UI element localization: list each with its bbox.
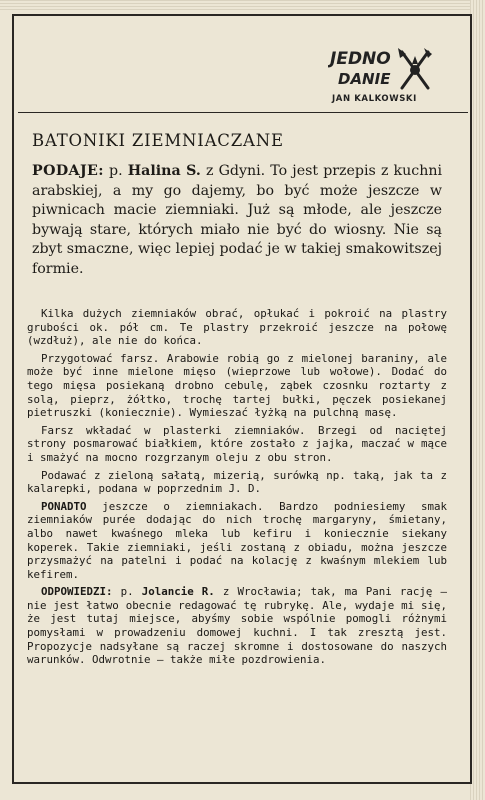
logo-word-bottom: DANIE bbox=[338, 70, 391, 88]
paragraph-2: Przygotować farsz. Arabowie robią go z mielonej baraniny, ale może być inne mielone mięso (wieprzowe lub wołowe). Dodać do tego mięsa posiekaną drobno cebulę, ząbek czosnku roztarty z solą, pieprz, żółtko, trochę tartej bułki, pęczek posiekanej pietruszki (koniecznie). Wymieszać łyżką na pulchną masę. bbox=[27, 351, 447, 420]
odpowiedzi-prefix: p. bbox=[120, 585, 134, 599]
right-hatching bbox=[470, 0, 485, 800]
ponadto-text: jeszcze o ziemniakach. Bardzo podniesiemy smak ziemniaków purée dodając do nich trochę margaryny, śmietany, albo nawet kwaśnego mleka lub kefiru i koniecznie siekany koperek. Takie ziemniaki, jeśli zostaną z obiadu, można jeszcze przysmażyć na patelni i podać na kolację z kwaśnym mlekiem lub kefirem. bbox=[27, 499, 447, 581]
paragraph-1: Kilka dużych ziemniaków obrać, opłukać i pokroić na plastry grubości ok. pół cm. Te plastry przekroić jeszcze na połowę (wzdłuż), ale nie do końca. bbox=[27, 307, 447, 348]
paragraph-4: Podawać z zieloną sałatą, mizerią, surówką np. taką, jak ta z kalarepki, podana w poprzednim J. D. bbox=[27, 468, 447, 496]
article-body bbox=[27, 307, 447, 671]
article-lead bbox=[32, 162, 442, 280]
lead-prefix: p. bbox=[109, 163, 123, 179]
odpowiedzi-text: z Wrocławia; tak, ma Pani rację — nie jest łatwo obecnie redagować tę rubrykę. Ale, wydaje mi się, że jest tutaj miejsce, abyśmy sobie wspólnie pomogli różnymi pomysłami w prowadzeniu domowej kuchni. I tak zresztą jest. Propozycje nadsyłane są raczej skromne i dostosowane do naszych warunków. Odwrotnie — także miłe pozdrowienia. bbox=[27, 585, 447, 667]
ponadto-label: PONADTO bbox=[41, 499, 87, 513]
top-hatching bbox=[0, 0, 485, 10]
lead-text: z Gdyni. To jest przepis z kuchni arabskiej, a my go dajemy, bo być może jeszcze w piwnicach macie ziemniaki. Już są młode, ale jeszcze bywają stare, których miało nie być do wiosny. Nie są zbyt smaczne, więc lepiej podać je w takiej smakowitszej formie. bbox=[32, 163, 443, 277]
odpowiedzi-name: Jolancie R. bbox=[141, 585, 215, 599]
column-logo bbox=[328, 44, 438, 108]
lead-intro-word: PODAJE: bbox=[32, 163, 104, 179]
odpowiedzi-paragraph bbox=[27, 585, 447, 667]
logo-author: JAN KALKOWSKI bbox=[332, 94, 417, 104]
paragraph-3: Farsz wkładać w plasterki ziemniaków. Brzegi od naciętej strony posmarować białkiem, które zostało z jajka, maczać w mące i smażyć na mocno rozgrzanym oleju z obu stron. bbox=[27, 423, 447, 464]
ponadto-paragraph bbox=[27, 500, 447, 582]
article-title: BATONIKI ZIEMNIACZANE bbox=[32, 131, 284, 150]
header-rule bbox=[18, 112, 468, 113]
logo-word-top: JEDNO bbox=[330, 49, 391, 69]
fork-knife-icon bbox=[328, 44, 438, 94]
odpowiedzi-label: ODPOWIEDZI: bbox=[41, 585, 113, 599]
lead-name: Halina S. bbox=[127, 163, 201, 179]
